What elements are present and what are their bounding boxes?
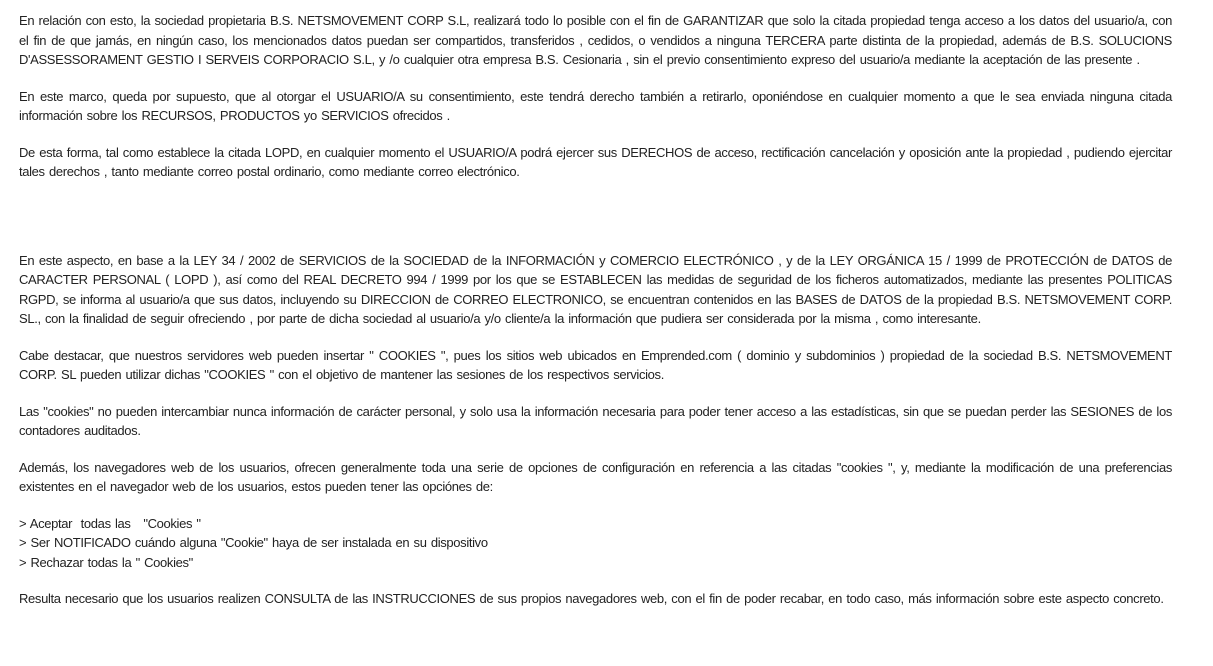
paragraph-closing: Resulta necesario que los usuarios realizen CONSULTA de las INSTRUCCIONES de sus propios navegadores web, con el fin de poder recabar, en todo caso, más información sobre este aspecto concreto. [19,591,1164,606]
cookie-options-list [19,514,1172,573]
paragraph-browser-options: Además, los navegadores web de los usuarios, ofrecen generalmente toda una serie de opciones de configuración en referencia a las citadas "cookies ", y, mediante la modificación de una preferencias existentes en el navegador web de los usuarios, estos pueden tener las opciónes de: [19,459,1172,494]
paragraph-lopd-rights: De esta forma, tal como establece la citada LOPD, en cualquier momento el USUARIO/A podrá ejercer sus DERECHOS de acceso, rectificación cancelación y oposición ante la propiedad , pudiendo ejercitar tales derechos , tanto mediante correo postal ordinario, como mediante correo electrónico. [19,144,1172,179]
paragraph-data-guarantee: En relación con esto, la sociedad propietaria B.S. NETSMOVEMENT CORP S.L, realizará todo lo posible con el fin de GARANTIZAR que solo la citada propiedad tenga acceso a los datos del usuario/a, con el fin de que jamás, en ningún caso, los mencionados datos puedan ser compartidos, transferidos , cedidos, o vendidos a ninguna TERCERA parte distinta de la propiedad, además de B.S. SOLUCIONS D'ASSESSORAMENT GESTIO I SERVEIS CORPORACIO S.L, y /o cualquier otra empresa B.S. Cesionaria , sin el previo consentimiento expreso del usuario/a mediante la aceptación de las presente . [19,13,1172,67]
list-item-reject-cookies: > Rechazar todas la " Cookies" [19,554,193,570]
paragraph-cookies-privacy: Las "cookies" no pueden intercambiar nunca información de carácter personal, y solo usa la información necesaria para poder tener acceso a las estadísticas, sin que se puedan perder las SESIONES de los contadores auditados. [19,403,1172,438]
paragraph-legal-basis: En este aspecto, en base a la LEY 34 / 2002 de SERVICIOS de la SOCIEDAD de la INFORMACIÓN y COMERCIO ELECTRÓNICO , y de la LEY ORGÁNICA 15 / 1999 de PROTECCIÓN de DATOS de CARACTER PERSONAL ( LOPD ), así como del REAL DECRETO 994 / 1999 por los que se ESTABLECEN las medidas de seguridad de los ficheros automatizados, mediante las presentes POLITICAS RGPD, se informa al usuario/a que sus datos, incluyendo su DIRECCION de CORREO ELECTRONICO, se encuentran contenidos en las BASES de DATOS de la propiedad B.S. NETSMOVEMENT CORP. SL., con la finalidad de seguir ofreciendo , por parte de dicha sociedad al usuario/a y/o cliente/a la información que pudiera ser considerada por la misma , como interesante. [19,252,1172,326]
paragraph-cookies-intro: Cabe destacar, que nuestros servidores web pueden insertar " COOKIES ", pues los sitios web ubicados en Emprended.com ( dominio y subdominios ) propiedad de la sociedad B.S. NETSMOVEMENT CORP. SL pueden utilizar dichas "COOKIES " con el objetivo de mantener las sesiones de los respectivos servicios. [19,347,1172,382]
paragraph-consent-withdrawal: En este marco, queda por supuesto, que al otorgar el USUARIO/A su consentimiento, este tendrá derecho también a retirarlo, oponiéndose en cualquier momento a que le sea enviada ninguna citada información sobre los RECURSOS, PRODUCTOS yo SERVICIOS ofrecidos . [19,88,1172,123]
legal-document [19,11,1172,626]
list-item-accept-cookies: > Aceptar todas las "Cookies " [19,515,201,531]
list-item-notify-cookies: > Ser NOTIFICADO cuándo alguna "Cookie" haya de ser instalada en su dispositivo [19,535,488,550]
section-spacer [19,199,1172,251]
